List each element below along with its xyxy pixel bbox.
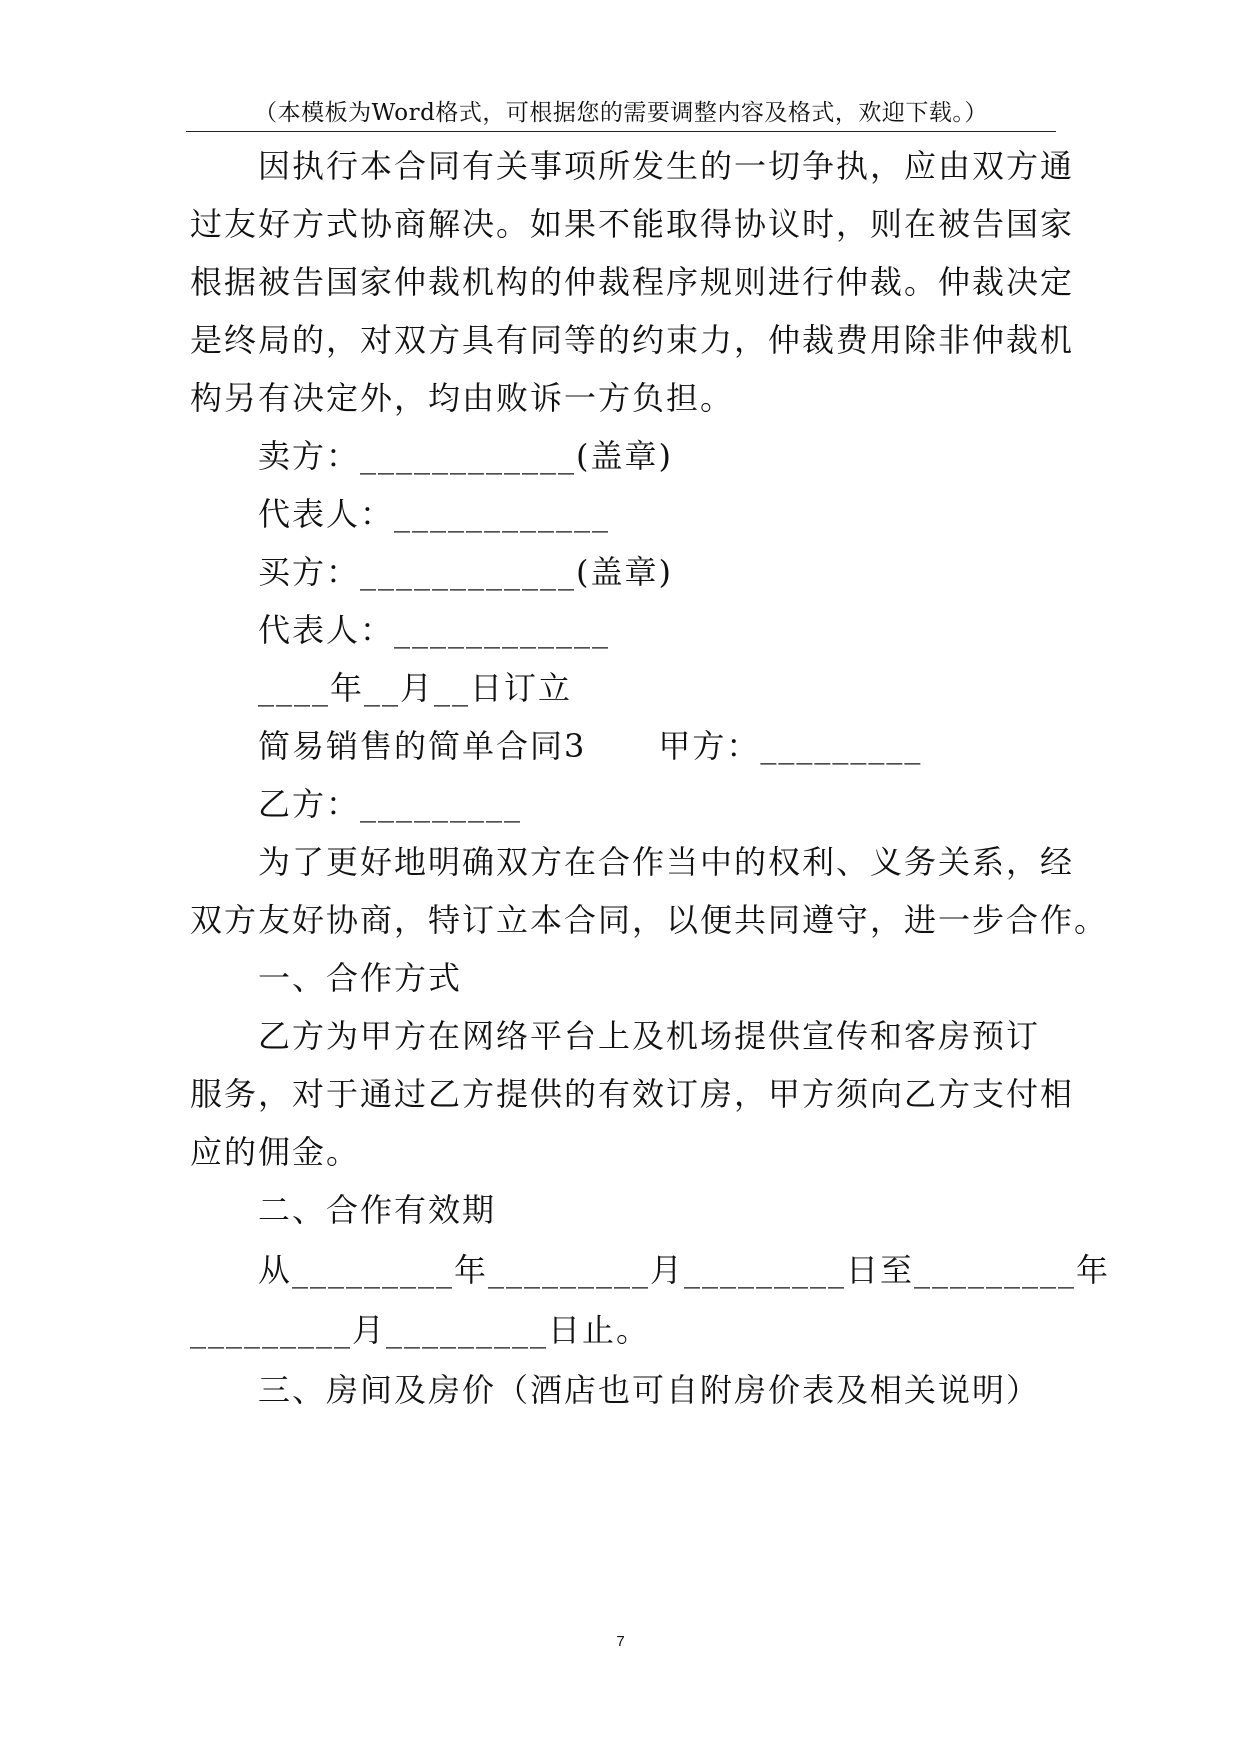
paragraph-line: 根据被告国家仲裁机构的仲裁程序规则进行仲裁。仲裁决定	[190, 263, 1075, 301]
party-b-line: 乙方：_________	[258, 785, 523, 823]
paragraph-line: 乙方为甲方在网络平台上及机场提供宣传和客房预订	[258, 1017, 1041, 1055]
page-number: 7	[616, 1633, 625, 1650]
header-divider	[186, 131, 1056, 132]
paragraph-line: 构另有决定外，均由败诉一方负担。	[190, 379, 735, 417]
page-header-note: （本模板为Word格式，可根据您的需要调整内容及格式，欢迎下载。）	[254, 100, 988, 126]
paragraph-line: 因执行本合同有关事项所发生的一切争执，应由双方通	[258, 147, 1075, 185]
validity-period-line: _________月_________日止。	[190, 1311, 651, 1349]
validity-period-line: 从_________年_________月_________日至_________年	[258, 1251, 1111, 1289]
section-title-validity-period: 二、合作有效期	[258, 1191, 497, 1229]
signing-date-line: ____年__月__日订立	[258, 669, 573, 707]
paragraph-line: 是终局的，对双方具有同等的约束力，仲裁费用除非仲裁机	[190, 321, 1075, 359]
contract-title-row	[258, 726, 1128, 766]
section-title-rooms-and-rates: 三、房间及房价（酒店也可自附房价表及相关说明）	[258, 1371, 1041, 1409]
seller-representative-line: 代表人：____________	[258, 495, 611, 533]
seller-signature-line: 卖方：____________(盖章)	[258, 437, 673, 475]
buyer-signature-line: 买方：____________(盖章)	[258, 553, 673, 591]
party-a-line: 甲方：_________	[658, 727, 923, 765]
paragraph-line: 服务，对于通过乙方提供的有效订房，甲方须向乙方支付相	[190, 1075, 1075, 1113]
buyer-representative-line: 代表人：____________	[258, 611, 611, 649]
paragraph-line: 应的佣金。	[190, 1133, 361, 1171]
paragraph-line: 过友好方式协商解决。如果不能取得协议时，则在被告国家	[190, 205, 1075, 243]
section-title-cooperation-mode: 一、合作方式	[258, 959, 463, 997]
paragraph-line: 双方友好协商，特订立本合同，以便共同遵守，进一步合作。	[190, 901, 1109, 939]
paragraph-line: 为了更好地明确双方在合作当中的权利、义务关系，经	[258, 843, 1075, 881]
contract-title: 简易销售的简单合同3	[258, 727, 587, 765]
